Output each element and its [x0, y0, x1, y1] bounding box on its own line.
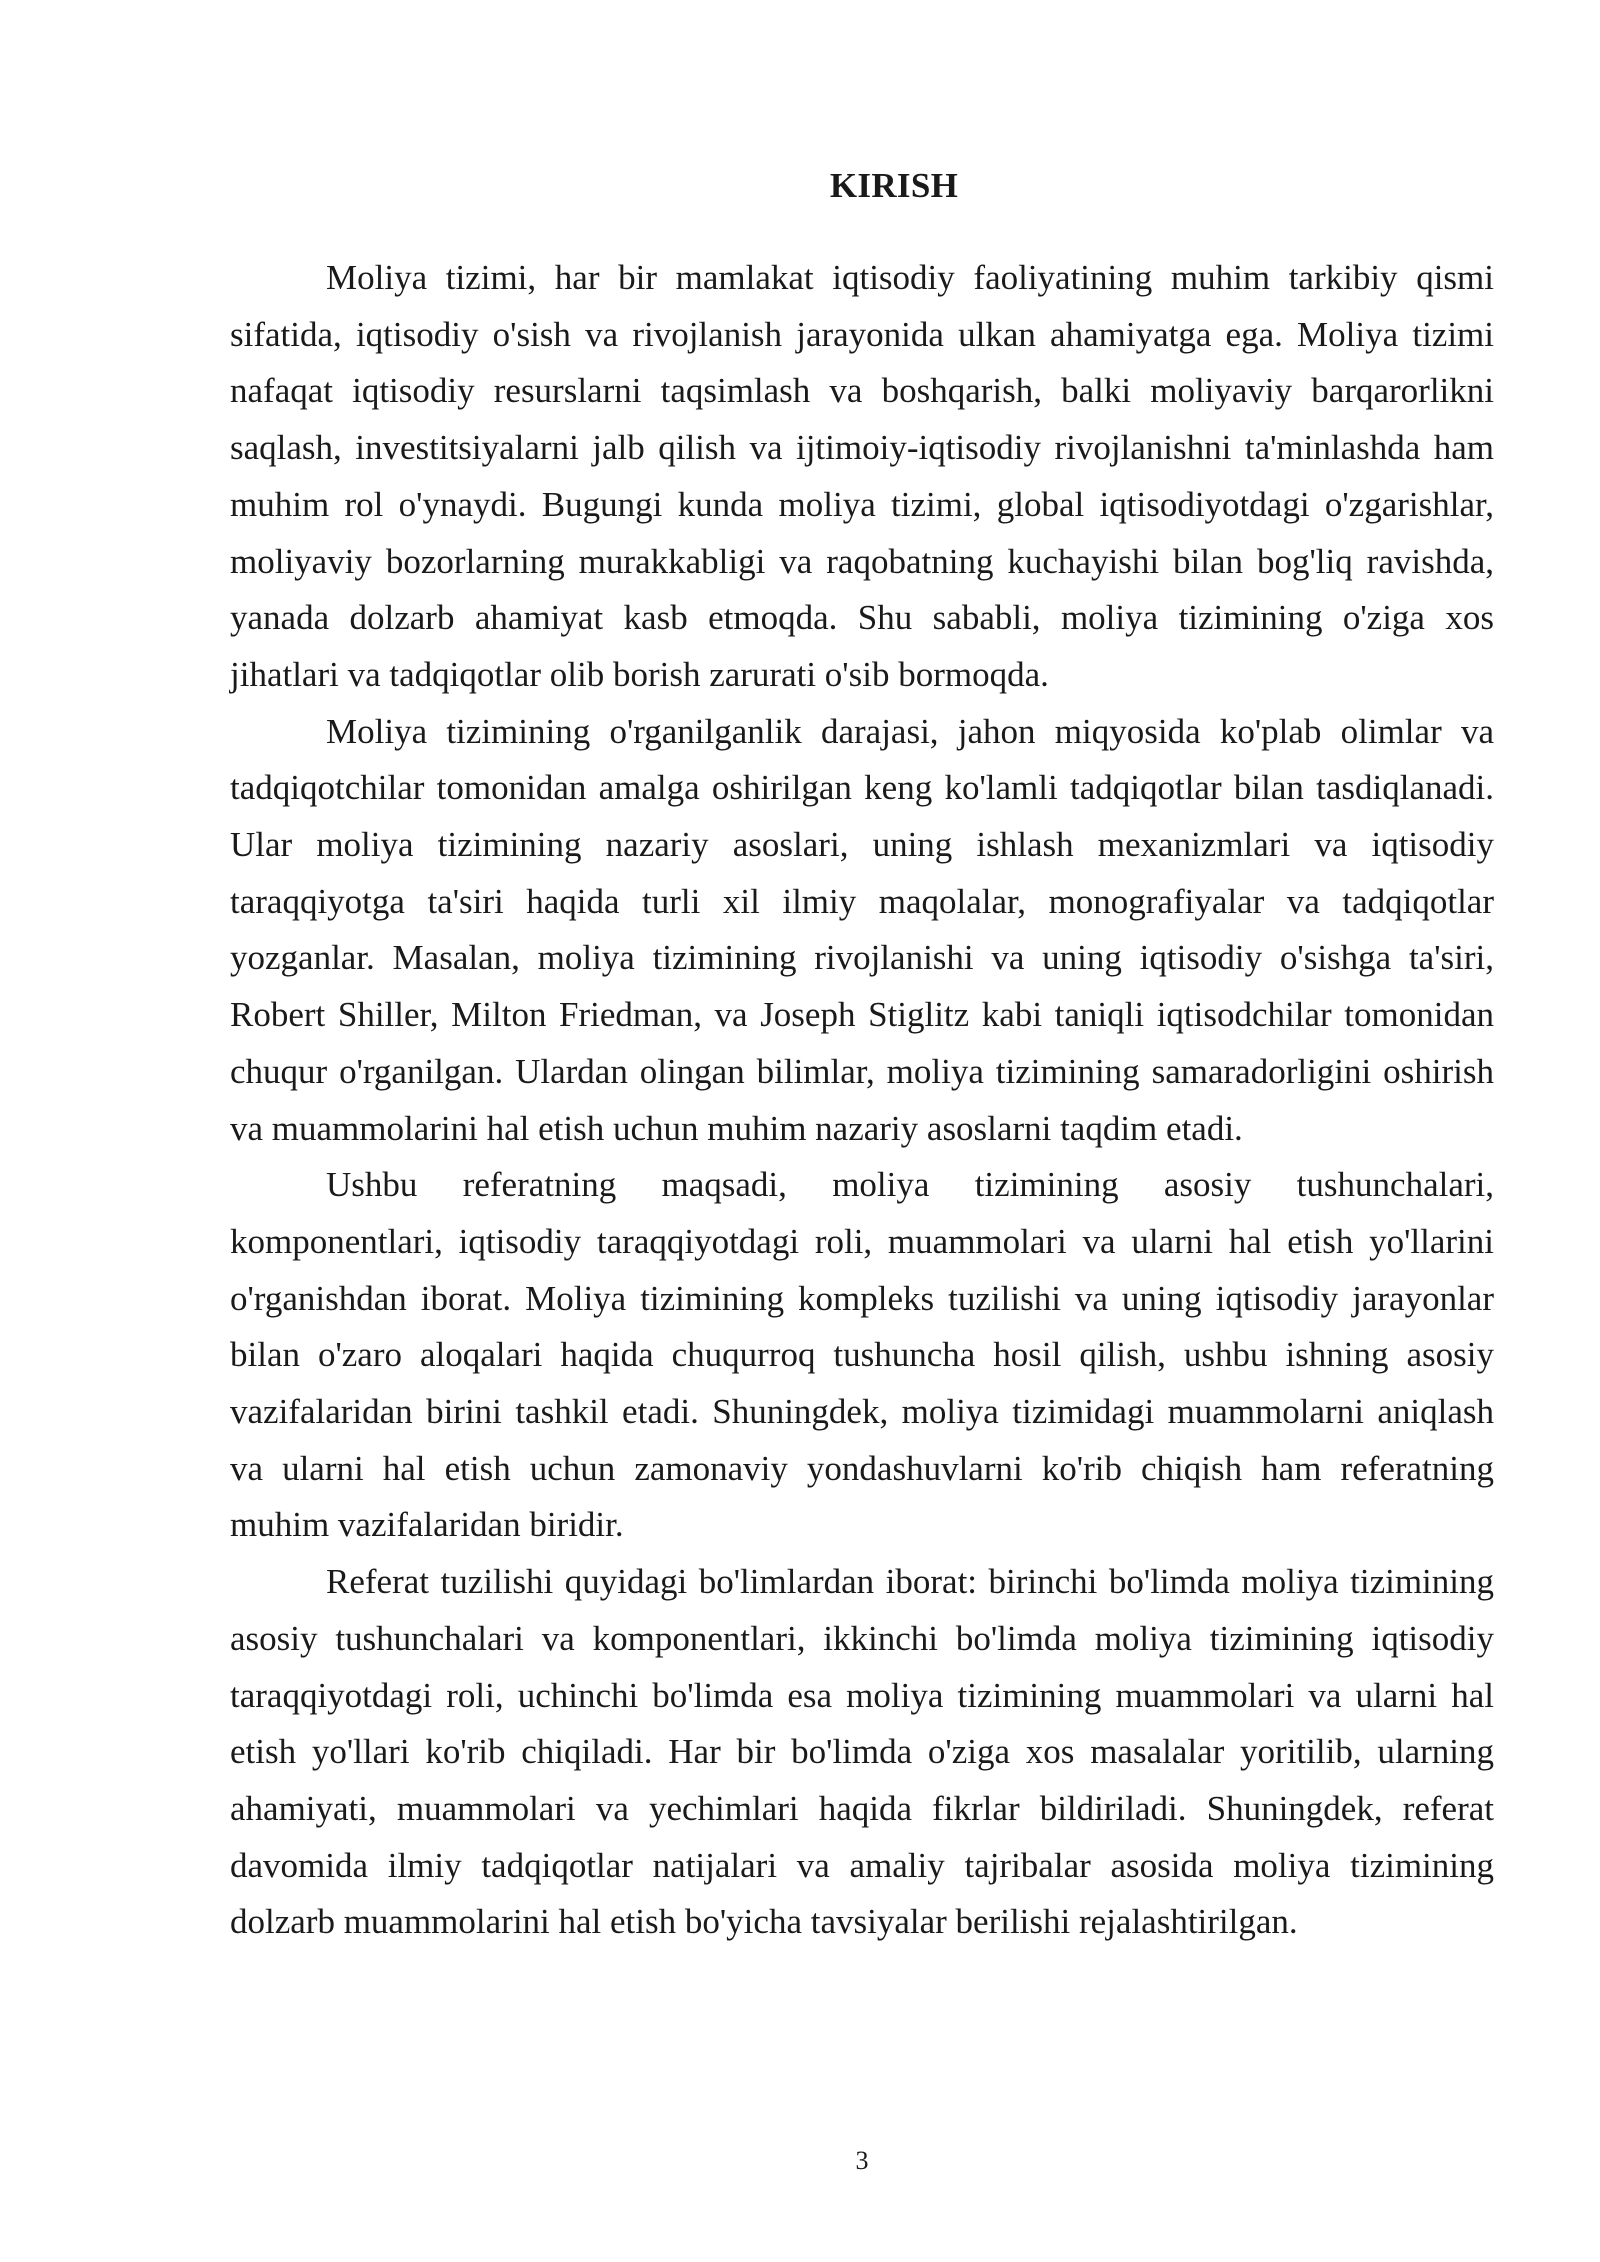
paragraph: Ushbu referatning maqsadi, moliya tizimining asosiy tushunchalari, komponentlari, iqtisodiy taraqqiyotdagi roli, muammolari va ularni hal etish yo'llarini o'rganishdan iborat. Moliya tizimining kompleks tuzilishi va uning iqtisodiy jarayonlar bilan o'zaro aloqalari haqida chuqurroq tushuncha hosil qilish, ushbu ishning asosiy vazifalaridan birini tashkil etadi. Shuningdek, moliya tizimidagi muammolarni aniqlash va ularni hal etish uchun zamonaviy yondashuvlarni ko'rib chiqish ham referatning muhim vazifalaridan biridir. — [230, 1165, 1494, 1545]
body-text — [230, 250, 1494, 1951]
paragraph: Moliya tizimi, har bir mamlakat iqtisodiy faoliyatining muhim tarkibiy qismi sifatida, iqtisodiy o'sish va rivojlanish jarayonida ulkan ahamiyatga ega. Moliya tizimi nafaqat iqtisodiy resurslarni taqsimlash va boshqarish, balki moliyaviy barqarorlikni saqlash, investitsiyalarni jalb qilish va ijtimoiy-iqtisodiy rivojlanishni ta'minlashda ham muhim rol o'ynaydi. Bugungi kunda moliya tizimi, global iqtisodiyotdagi o'zgarishlar, moliyaviy bozorlarning murakkabligi va raqobatning kuchayishi bilan bog'liq ravishda, yanada dolzarb ahamiyat kasb etmoqda. Shu sababli, moliya tizimining o'ziga xos jihatlari va tadqiqotlar olib borish zarurati o'sib bormoqda. — [230, 258, 1494, 694]
page-number: 3 — [855, 2146, 869, 2175]
paragraph: Referat tuzilishi quyidagi bo'limlardan iborat: birinchi bo'limda moliya tizimining asosiy tushunchalari va komponentlari, ikkinchi bo'limda moliya tizimining iqtisodiy taraqqiyotdagi roli, uchinchi bo'limda esa moliya tizimining muammolari va ularni hal etish yo'llari ko'rib chiqiladi. Har bir bo'limda o'ziga xos masalalar yoritilib, ularning ahamiyati, muammolari va yechimlari haqida fikrlar bildiriladi. Shuningdek, referat davomida ilmiy tadqiqotlar natijalari va amaliy tajribalar asosida moliya tizimining dolzarb muammolarini hal etish bo'yicha tavsiyalar berilishi rejalashtirilgan. — [230, 1562, 1494, 1942]
section-title: KIRISH — [829, 166, 959, 205]
paragraph: Moliya tizimining o'rganilganlik darajasi, jahon miqyosida ko'plab olimlar va tadqiqotchilar tomonidan amalga oshirilgan keng ko'lamli tadqiqotlar bilan tasdiqlanadi. Ular moliya tizimining nazariy asoslari, uning ishlash mexanizmlari va iqtisodiy taraqqiyotga ta'siri haqida turli xil ilmiy maqolalar, monografiyalar va tadqiqotlar yozganlar. Masalan, moliya tizimining rivojlanishi va uning iqtisodiy o'sishga ta'siri, Robert Shiller, Milton Friedman, va Joseph Stiglitz kabi taniqli iqtisodchilar tomonidan chuqur o'rganilgan. Ulardan olingan bilimlar, moliya tizimining samaradorligini oshirish va muammolarini hal etish uchun muhim nazariy asoslarni taqdim etadi. — [230, 711, 1494, 1148]
